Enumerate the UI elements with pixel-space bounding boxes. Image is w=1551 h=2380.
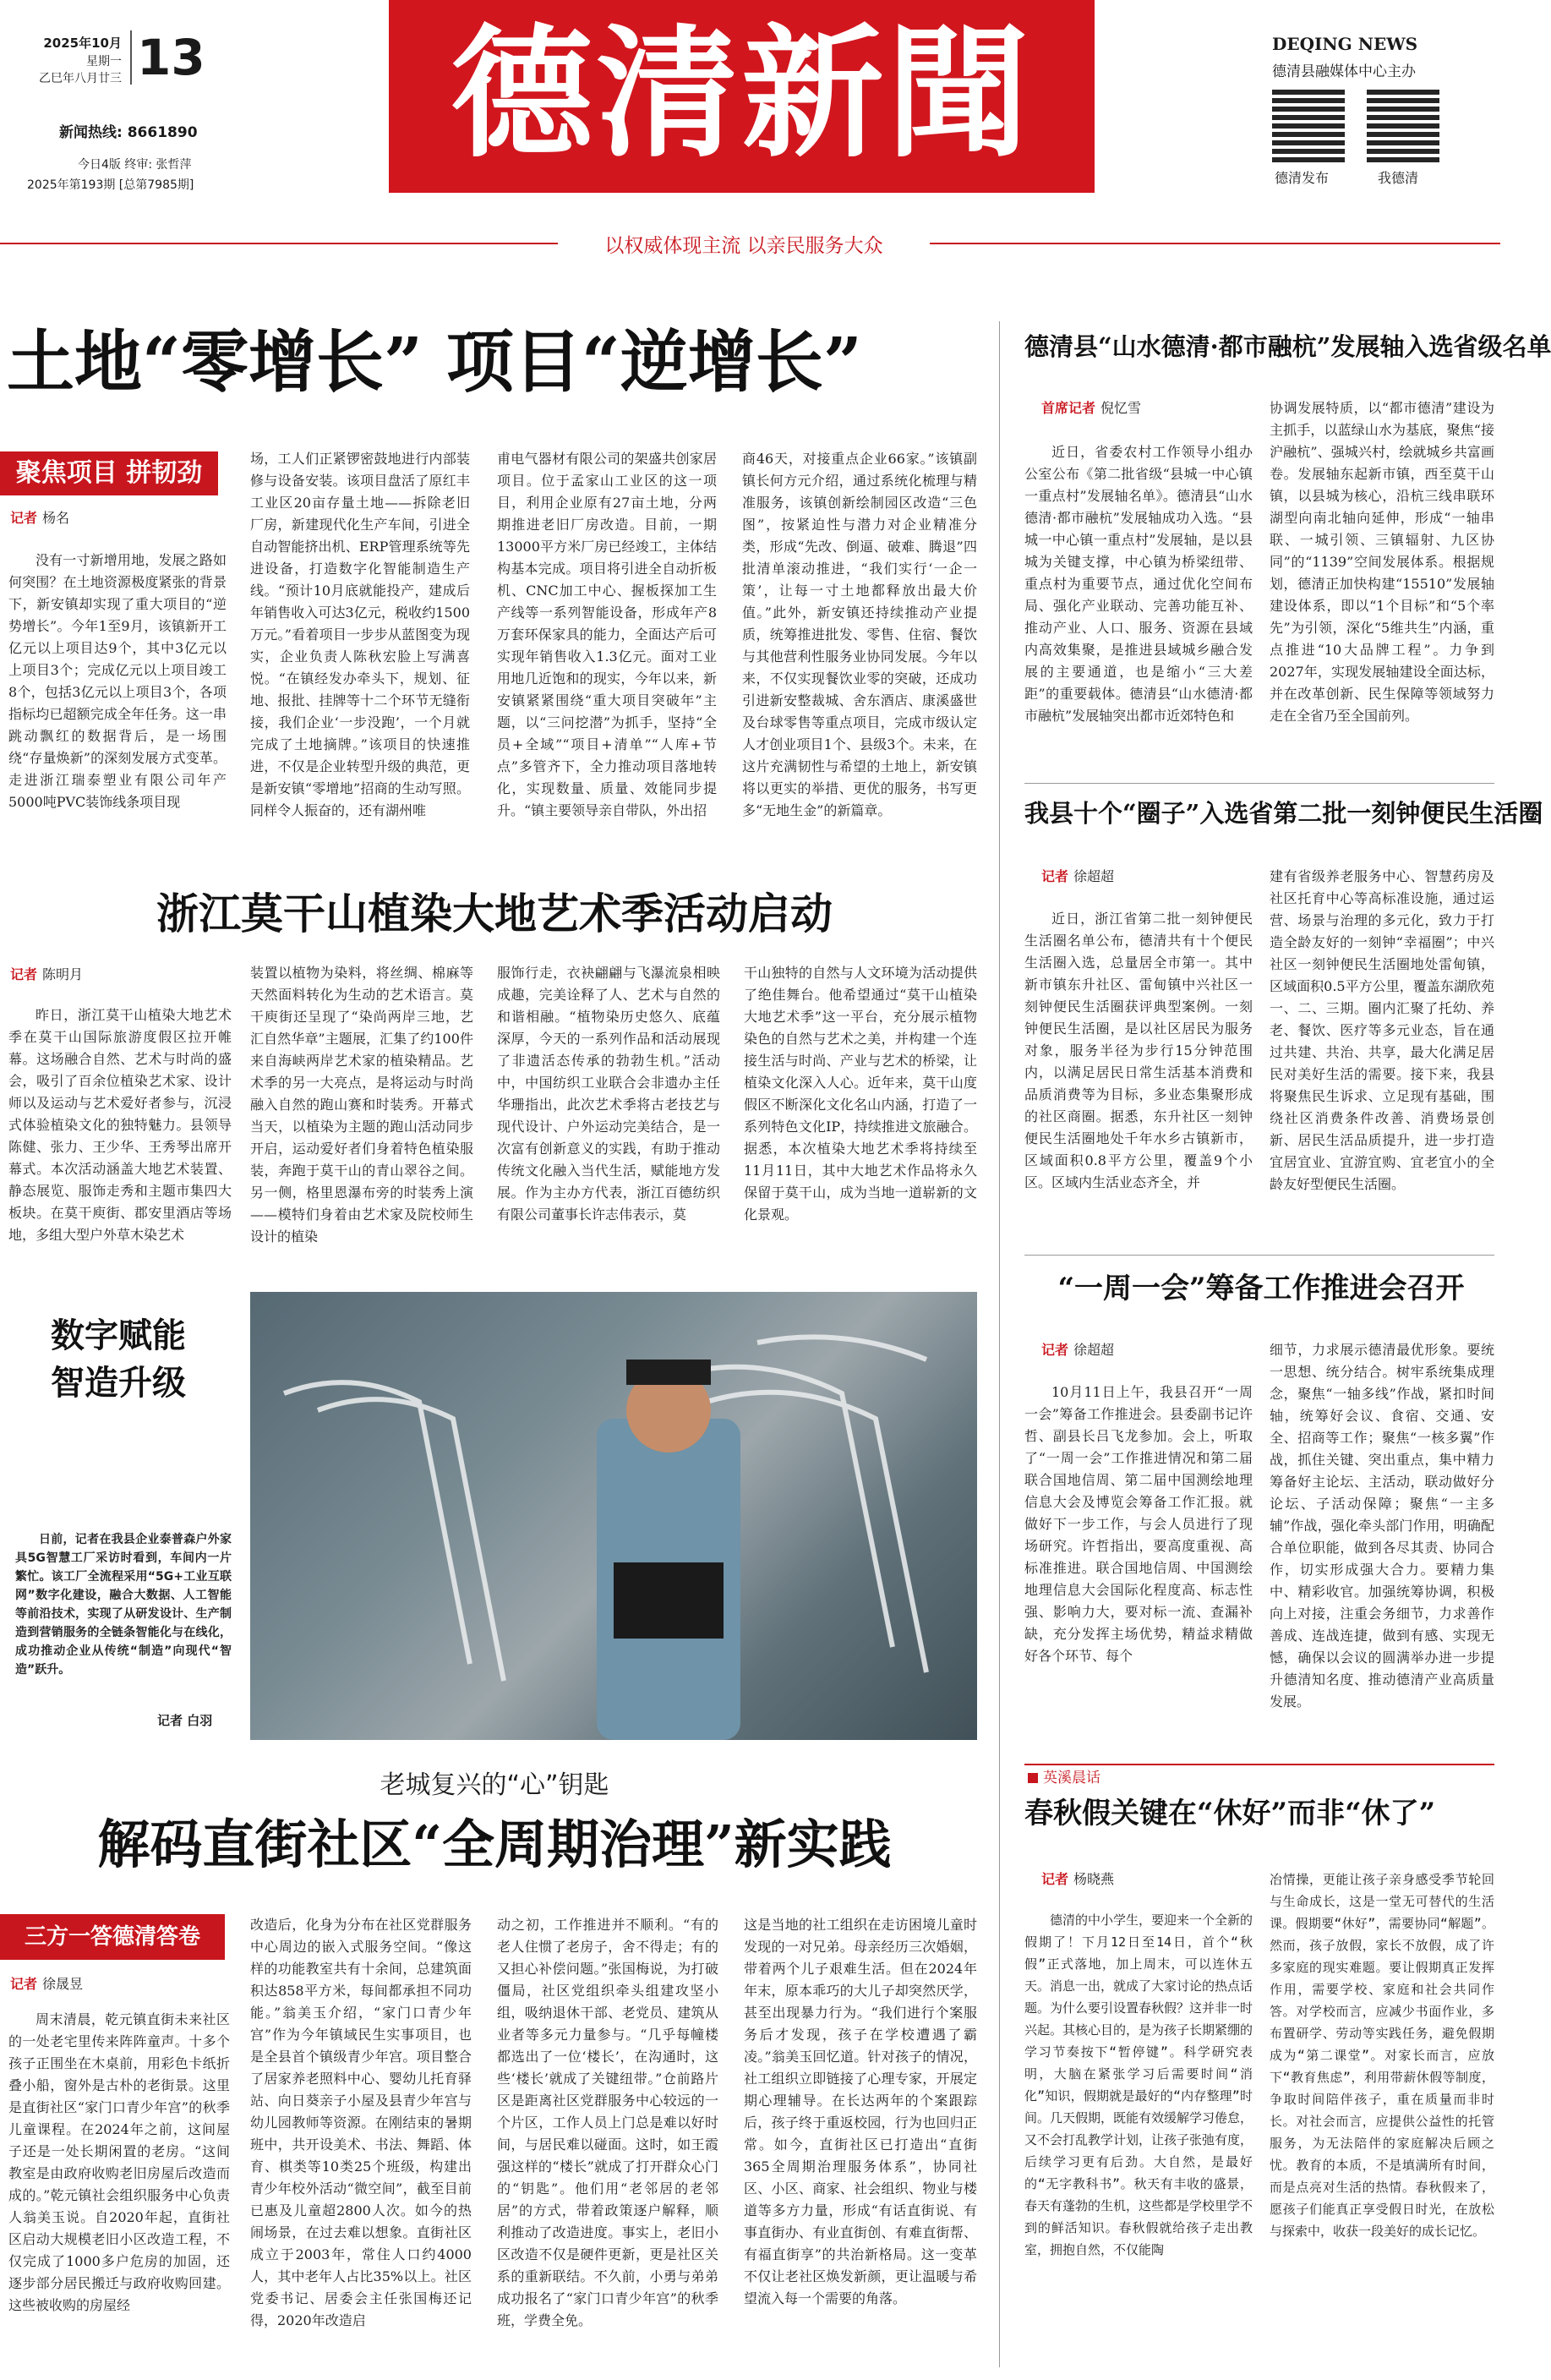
author-name: 徐晟昱 [42,1976,84,1992]
photo-credit: 记者 白羽 [157,1713,213,1728]
logo-text: 德清新聞 [451,9,1033,177]
weekday: 星期一 [86,55,122,68]
lead-col-3 [497,448,717,876]
section-divider [1024,783,1494,784]
author-label: 记者 [1041,1871,1069,1887]
photo-title-1: 数字赋能 [51,1316,186,1355]
lead-tag: 聚焦项目 拼韧劲 [0,451,218,495]
square-icon [1028,1773,1038,1783]
right1-text: 协调发展特质，以“都市德清”建设为主抓手，以蓝绿山水为基底，聚焦“接沪融杭”、强城兴村，绘就城乡共富画卷。发展轴东起新市镇，西至莫干山镇，以县城为核心，沿杭三线串联环湖型向南北轴向延伸，形成“一轴串联、一城引领、三镇辐射、九区协同”的“1139”空间发展体系。根据规划，德清正加快构建“15510”发展轴建设体系，即以“1个目标”和“5个率先”为引领，深化“5维共生”内涵，重点推进“10大品牌工程”。力争到2027年，实现发展轴建设全面达标，并在改革创新、民生保障等领域努力走在全省乃至全国前列。 [1270,400,1494,724]
qr-code-icon [1367,90,1439,162]
qr-code-icon [1272,90,1345,162]
author-label: 记者 [10,1976,38,1992]
community-col-3 [497,1914,718,2369]
community-kicker: 老城复兴的“心”钥匙 [380,1770,609,1800]
slogan: 以权威体现主流 以亲民服务大众 [604,235,883,257]
author-name: 杨名 [42,510,70,526]
slogan-rule-left [0,243,558,244]
author-label: 记者 [1041,868,1069,884]
community-text: 改造后，化身为分布在社区党群服务中心周边的嵌入式服务空间。“像这样的功能教室共有十余间，总建筑面积达858平方米，每间都承担不同功能。”翁美玉介绍，“家门口青少年宫”作为今年镇域民生实事项目，也是全县首个镇级青少年宫。项目整合了居家养老照料中心、婴幼儿托育驿站、向日葵亲子小屋及县青少年宫与幼儿园教师等资源。在刚结束的暑期班中，共开设美术、书法、舞蹈、体育、棋类等10类25个班级，构建出青少年校外活动“微空间”，截至目前已惠及儿童超2800人次。如今的热闹场景，在过去难以想象。直街社区成立于2003年，常住人口约4000人，其中老年人占比35%以上。社区党委书记、居委会主任张国梅还记得，2020年改造启 [250,1917,472,2328]
author-name: 徐超超 [1073,1342,1115,1358]
art-col-2 [250,962,473,1275]
right1-col-2 [1270,397,1494,771]
lead-col-2 [250,448,470,876]
lead-text: 甫电气器材有限公司的架盛共创家居项目。位于孟家山工业区的这一项目，利用企业原有27亩土地，分两期推进老旧厂房改造。目前，一期13000平方米厂房已经竣工，主体结构基本完成。项目将引进全自动折板机、CNC加工中心、握板探加工生产线等一系列智能设备，形成年产8万套环保家具的能力，全面达产后可实现年销售收入1.3亿元。面对工业用地几近饱和的现实，今年以来，新安镇紧紧围绕“重大项目突破年”主题，以“三问挖潜”为抓手，坚持“全员+全域”“项目+清单”“人库+节点”多管齐下，全力推动项目落地转化，实现数量、质量、效能同步提升。“镇主要领导亲自带队，外出招 [497,451,717,818]
community-headline: 解码直街社区“全周期治理”新实践 [97,1814,892,1875]
essay-text: 德清的中小学生，要迎来一个全新的假期了！下月12日至14日，首个“秋假”正式落地，加上周末，可以连休五天。消息一出，就成了大家讨论的热点话题。为什么要引设置春秋假？这并非一时兴起。其核心目的，是为孩子长期紧绷的学习节奏按下“暂停键”。科学研究表明，大脑在紧张学习后需要时间“消化”知识，假期就是最好的“内存整理”时间。几天假期，既能有效缓解学习倦怠，又不会打乱教学计划，让孩子张弛有度，后续学习更有后劲。大自然，是最好的“无字教科书”。秋天有丰收的盛景，春天有蓬勃的生机，这些都是学校里学不到的鲜活知识。春秋假就给孩子走出教室，拥抱自然，不仅能陶 [1024,1912,1253,2257]
issue-number: 2025年第193期 [总第7985期] [27,178,194,192]
lead-text: 场，工人们正紧锣密鼓地进行内部装修与设备安装。该项目盘活了原红丰工业区20亩存量土地——拆除老旧厂房，新建现代化生产车间，引进全自动智能挤出机、ERP管理系统等先进设备，打造数字化智能制造生产线。“预计10月底就能投产，建成后年销售收入可达3亿元，税收约1500万元。”看着项目一步步从蓝图变为现实，企业负责人陈秋宏脸上写满喜悦。“在镇经发办牵头下，规划、征地、报批、挂牌等十二个环节无缝衔接，我们企业‘一步没跑’，一个月就完成了土地摘牌。”该项目的快速推进，不仅是企业转型升级的典范，更是新安镇“零增地”招商的生动写照。同样令人振奋的，还有湖州唯 [250,451,470,818]
section-divider [1024,1255,1494,1256]
art-col-4 [744,962,977,1275]
lead-text: 商46天，对接重点企业66家。”该镇副镇长何方元介绍，通过系统化梳理与精准服务，该镇创新绘制园区改造“三色图”，按紧迫性与潜力对企业精准分类，形成“先改、倒逼、破难、腾退”四批清单滚动推进，“我们实行‘一企一策’，让每一寸土地都释放出最大价值。”此外，新安镇还持续推动产业提质，统筹推进批发、零售、住宿、餐饮与其他营利性服务业协同发展。今年以来，不仅实现餐饮业零的突破，还成功引进新安整裁城、舍东酒店、康溪盛世及台球零售等重点项目，完成市级认定人才创业项目1个、县级3个。未来，在这片充满韧性与希望的土地上，新安镇将以更实的举措、更优的服务，书写更多“无地生金”的新篇章。 [742,451,977,818]
photo-caption [15,1530,232,1691]
author-label: 记者 [1041,1342,1069,1358]
art-col-3 [497,962,720,1275]
community-text: 这是当地的社工组织在走访困境儿童时发现的一对兄弟。母亲经历三次婚姻，带着两个儿子艰难生活。但在2024年年末，原本乖巧的大儿子却突然厌学，甚至出现暴力行为。“我们进行个案服务后才发现，孩子在学校遭遇了霸凌。”翁美玉回忆道。针对孩子的情况，社工组织立即链接了心理专家，开展定期心理辅导。在长达两年的个案跟踪后，孩子终于重返校园，行为也回归正常。如今，直街社区已打造出“直街365全周期治理服务体系”，协同社区、小区、商家、社会组织、物业与楼道等多方力量，形成“有话直街说、有事直街办、有业直街创、有难直街帮、有福直街享”的共治新格局。这一变革不仅让老社区焕发新颜，更让温暖与希望流入每一个需要的角落。 [744,1917,977,2306]
right1-text: 近日，省委农村工作领导小组办公室公布《第二批省级“县城一中心镇一重点村”发展轴名单》。德清县“山水德清·都市融杭”发展轴成功入选。“县城一中心镇一重点村”发展轴，是以县城为关键支撑，中心镇为桥梁纽带、重点村为重要节点，通过优化空间布局、强化产业联动、完善功能互补、推动产业、人口、服务、资源在县域内高效集聚，是推进县域城乡融合发展的主要通道，也是缩小“三大差距”的重要载体。德清县“山水德清·都市融杭”发展轴突出都市近郊特色和 [1024,444,1253,724]
right1-headline: 德清县“山水德清·都市融杭”发展轴入选省级名单 [1024,332,1551,361]
column-divider [999,321,1000,2367]
right3-text: 10月11日上午，我县召开“一周一会”筹备工作推进会。县委副书记许哲、副县长吕飞龙参加。会上，听取了“一周一会”工作推进情况和第二届联合国地信周、第二届中国测绘地理信息大会及博览会筹备工作汇报。就做好下一步工作，与会人员进行了现场研究。许哲指出，要高度重视、高标准推进。联合国地信周、中国测绘地理信息大会国际化程度高、标志性强、影响力大，要对标一流、查漏补缺，充分发挥主场优势，精益求精做好各个环节、每个 [1024,1384,1253,1664]
author-name: 杨晓燕 [1073,1871,1115,1887]
lead-col-4 [742,448,977,876]
news-hotline: 新闻热线: 8661890 [59,124,198,141]
date-line: 2025年10月 [43,36,122,51]
essay-tag [1024,1764,1494,1791]
lead-author [10,507,69,527]
lead-text: 没有一寸新增用地，发展之路如何突围？在土地资源极度紧张的背景下，新安镇却实现了重大项目的“逆势增长”。今年1至9月，该镇新开工亿元以上项目达9个，其中3亿元以上项目3个；完成亿元以上项目竣工8个，包括3亿元以上项目3个，各项指标均已超额完成全年任务。这一串跳动飘红的数据背后，是一场围绕“存量焕新”的深刻发展方式变革。走进浙江瑞泰塑业有限公司年产5000吨PVC装饰线条项目现 [8,552,227,810]
right2-text: 建有省级养老服务中心、智慧药房及社区托育中心等高标准设施，通过运营、场景与治理的多元化，致力于打造全龄友好的一刻钟“幸福圈”；中兴社区一刻钟便民生活圈地处雷甸镇，区域面积0.5平方公里，覆盖东湖欣苑一、二、三期。圈内汇聚了托幼、养老、餐饮、医疗等多元业态，旨在通过共建、共治、共享，最大化满足居民对美好生活的需要。接下来，我县将聚焦民生诉求、立足现有基础，围绕社区消费条件改善、消费场景创新、居民生活品质提升，进一步打造宜居宜业、宜游宜购、宜老宜小的全龄友好型便民生活圈。 [1270,868,1494,1192]
right3-headline: “一周一会”筹备工作推进会召开 [1057,1272,1465,1305]
community-col-1 [8,2009,230,2369]
community-tag: 三方一答德清答卷 [0,1914,225,1960]
author-label: 首席记者 [1041,400,1096,416]
date-block [12,29,205,101]
right1-author [1041,397,1141,417]
author-name: 陈明月 [42,966,84,982]
right2-col-2 [1270,866,1494,1239]
essay-col-2 [1270,1868,1494,2369]
right2-col-1 [1024,908,1253,1239]
essay-col-1 [1024,1909,1253,2369]
community-col-4 [744,1914,977,2369]
right2-headline: 我县十个“圈子”入选省第二批一刻钟便民生活圈 [1024,799,1543,828]
author-name: 徐超超 [1073,868,1115,884]
art-author [10,964,83,983]
right3-text: 细节，力求展示德清最优形象。要统一思想、统分结合。树牢系统集成理念，聚焦“一轴多线”作战，紧扣时间轴，统筹好会议、食宿、交通、安全、招商等工作；聚焦“一核多翼”作战，抓住关键、突出重点，集中精力筹备好主论坛、主活动，联动做好分论坛、子活动保障；聚焦“一主多辅”作战，强化牵头部门作用，明确配合单位职能，做到各尽其责、协同合作，切实形成强大合力。要精力集中、精彩收官。加强统筹协调，积极向上对接，注重会务细节，力求善作善成、连战连捷，做到有感、实现无憾，确保以会议的圆满举办进一步提升德清知名度、推动德清产业高质量发展。 [1270,1342,1494,1710]
lunar-date: 乙巳年八月廿三 [39,72,122,85]
author-label: 记者 [10,966,38,982]
sponsor: 德清县融媒体中心主办 [1272,63,1416,80]
community-col-2 [250,1914,472,2369]
essay-headline: 春秋假关键在“休好”而非“休了” [1024,1797,1436,1830]
community-author [10,1973,83,1993]
factory-photo [250,1292,977,1740]
english-name: DEQING NEWS [1272,34,1418,54]
art-text: 昨日，浙江莫干山植染大地艺术季在莫干山国际旅游度假区拉开帷幕。这场融合自然、艺术与时尚的盛会，吸引了百余位植染艺术家、设计师以及运动与艺术爱好者参与，沉浸式体验植染文化的独特魅力。县领导陈健、张力、王少华、王秀琴出席开幕式。本次活动涵盖大地艺术装置、静态展览、服饰走秀和主题市集四大板块。在莫干庾街、郡安里酒店等场地，多组大型户外草木染艺术 [8,1007,232,1243]
art-col-1 [8,1004,232,1275]
lead-col-1 [8,550,227,876]
right3-col-2 [1270,1339,1494,1754]
art-text: 装置以植物为染料，将丝绸、棉麻等天然面料转化为生动的艺术语言。莫干庾街还呈现了“染尚两岸三地，艺汇自然华章”主题展，汇集了约100件来自海峡两岸艺术家的植染精品。艺术季的另一大亮点，是将运动与时尚融入自然的跑山赛和时装秀。开幕式当天，以植染为主题的跑山活动同步开启，运动爱好者们身着特色植染服装，奔跑于莫干山的青山翠谷之间。另一侧，格里恩瀑布旁的时装秀上演——模特们身着由艺术家及院校师生设计的植染 [250,965,473,1245]
right2-author [1041,866,1114,885]
art-text: 服饰行走，衣袂翩翩与飞瀑流泉相映成趣，完美诠释了人、艺术与自然的和谐相融。“植物染历史悠久、底蕴深厚，今天的一系列作品和活动展现了非遗活态传承的勃勃生机。”活动中，中国纺织工业联合会非遗办主任华珊指出，此次艺术季将古老技艺与现代设计、户外运动完美结合，是一次富有创新意义的实践，有助于推动传统文化融入当代生活，赋能地方发展。作为主办方代表，浙江百德纺织有限公司董事长许志伟表示，莫 [497,965,720,1223]
art-text: 干山独特的自然与人文环境为活动提供了绝佳舞台。他希望通过“莫干山植染大地艺术季”这一平台，充分展示植物染色的自然与艺术之美，并构建一个连接生活与时尚、产业与艺术的桥梁，让植染文化深入人心。近年来，莫干山度假区不断深化文化名山内涵，打造了一系列特色文化IP，持续推进文旅融合。据悉，本次植染大地艺术季将持续至11月11日，其中大地艺术作品将永久保留于莫干山，成为当地一道崭新的文化景观。 [744,965,977,1223]
caption-text: 日前，记者在我县企业泰普森户外家具5G智慧工厂采访时看到，车间内一片繁忙。该工厂全流程采用“5G+工业互联网”数字化建设，融合大数据、人工智能等前沿技术，实现了从研发设计、生产制造到营销服务的全链条智能化与在线化，成功推动企业从传统“制造”向现代“智造”跃升。 [15,1533,232,1677]
essay-author [1041,1868,1114,1888]
author-name: 倪忆雪 [1100,400,1142,416]
lead-headline: 土地“零增长” 项目“逆增长” [7,322,862,402]
photo-title-2: 智造升级 [51,1364,186,1403]
pages-editor: 今日4版 终审: 张哲萍 [78,158,192,172]
qr2-label: 我德清 [1378,170,1419,186]
community-text: 动之初，工作推进并不顺利。“有的老人住惯了老房子，舍不得走；有的又担心补偿问题。”张国梅说，为打破僵局，社区党组织牵头组建攻坚小组，吸纳退休干部、老党员、建筑从业者等多元力量参与。“几乎每幢楼都选出了一位‘楼长’，在沟通时，这些‘楼长’就成了关键纽带。”仓前路片区是距离社区党群服务中心较远的一个片区，工作人员上门总是难以好时间，与居民难以碰面。这时，如王霞强这样的“楼长”就成了打开群众心门的“钥匙”。他们用“老邻居的老邻居”的方式，带着政策逐户解释，顺利推动了改造进度。事实上，老旧小区改造不仅是硬件更新，更是社区关系的重新联结。不久前，小勇与弟弟成功报名了“家门口青少年宫”的秋季班，学费全免。 [497,1917,718,2328]
right1-col-1 [1024,441,1253,771]
essay-text: 冶情操，更能让孩子亲身感受季节轮回与生命成长，这是一堂无可替代的生活课。假期要“休好”，需要协同“解题”。然而，孩子放假，家长不放假，成了许多家庭的现实难题。要让假期真正发挥作用，需要学校、家庭和社会共同作答。对学校而言，应减少书面作业，多布置研学、劳动等实践任务，避免假期成为“第二课堂”。对家长而言，应放下“教育焦虑”，利用带薪休假等制度，争取时间陪伴孩子，重在质量而非时长。对社会而言，应提供公益性的托管服务，为无法陪伴的家庭解决后顾之忧。教育的本质，不是填满所有时间，而是点亮对生活的热情。春秋假来了，愿孩子们能真正享受假日时光，在放松与探索中，收获一段美好的成长记忆。 [1270,1872,1494,2239]
slogan-rule-right [930,243,1500,244]
factory-photo-illustration [250,1292,977,1740]
community-text: 周末清晨，乾元镇直街未来社区的一处老宅里传来阵阵童声。十多个孩子正围坐在木桌前，用彩色卡纸折叠小船，窗外是古朴的老街景。这里是直街社区“家门口青少年宫”的秋季儿童课程。在2024年之前，这间屋子还是一处长期闲置的老房。“这间教室是由政府收购老旧房屋后改造而成的。”乾元镇社会组织服务中心负责人翁美玉说。自2020年起，直街社区启动大规模老旧小区改造工程，不仅完成了1000多户危房的加固，还逐步部分居民搬迁与政府收购回建。这些被收购的房屋经 [8,2011,230,2313]
right3-author [1041,1339,1114,1359]
masthead-logo [389,0,1095,193]
day-number: 13 [130,30,205,85]
art-headline: 浙江莫干山植染大地艺术季活动启动 [156,889,833,938]
right2-text: 近日，浙江省第二批一刻钟便民生活圈名单公布，德清共有十个便民生活圈入选，总量居全市第一。其中新市镇东升社区、雷甸镇中兴社区一刻钟便民生活圈获评典型案例。一刻钟便民生活圈，是以社区居民为服务对象，服务半径为步行15分钟范围内，以满足居民日常生活基本消费和品质消费等为目标，多业态集聚形成的社区商圈。据悉，东升社区一刻钟便民生活圈地处千年水乡古镇新市，区域面积0.8平方公里，覆盖9个小区。区域内生活业态齐全，并 [1024,911,1253,1190]
essay-tag-label: 英溪晨话 [1043,1770,1100,1786]
author-label: 记者 [10,510,38,526]
qr1-label: 德清发布 [1275,170,1330,186]
right3-col-1 [1024,1381,1253,1754]
